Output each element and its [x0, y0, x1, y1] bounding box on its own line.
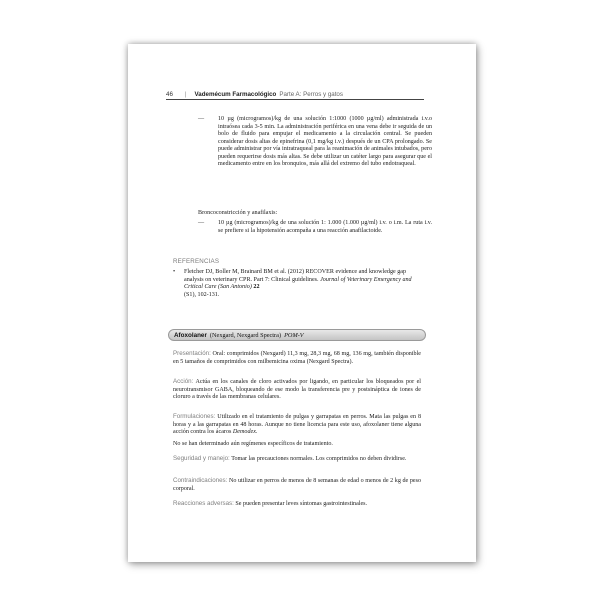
accion-label: Acción: [173, 378, 194, 385]
accion-text: Actúa en los canales de cloro activados por ligando, en particular los bloqueados por el neurotransmisor GABA, bloqueando de ese modo la transferencia pre y postsináptica de iones de cloruro a través de las membranas celulares. [173, 379, 422, 401]
section-presentacion [173, 350, 421, 366]
reference-pages: (S1), 102-131. [184, 291, 220, 298]
bullet-marker: • [173, 269, 176, 275]
no-regimens-note: No se han determinado aún regímenes específicos de tratamiento. [173, 441, 333, 447]
reacciones-text: Se pueden presentar leves síntomas gastrointestinales. [235, 501, 368, 507]
section-seguridad [173, 455, 421, 464]
seguridad-text: Tomar las precauciones normales. Los comprimidos no deben dividirse. [231, 456, 407, 462]
drug-legal-category: POM-V [284, 331, 304, 339]
section-contraindicaciones [173, 477, 421, 493]
running-header [166, 86, 424, 100]
drug-header-bar [168, 329, 426, 341]
reacciones-label: Reacciones adversas: [173, 500, 234, 507]
dash-marker: — [198, 116, 205, 122]
epinephrine-dose-text: 10 µg (microgramos)/kg de una solución 1:1000 (1000 µg/ml) administrada i.v.o intraósea cada 3-5 min. La administración periférica en una vena debe ir seguida de un bolo de fluido para empujar el medicamento a la circulación central. Se pueden considerar dosis altas de epinefrina (0,1 mg/kg i.v.) después de un CPA prolongado. Se puede administrar por vía intratraqueal para la reanimación de animales intubados, pero pueden requerirse dosis más altas. Se debe utilizar un catéter largo para asegurar que el medicamento entre en los bronquios, más allá del extremo del tubo endotraqueal. [218, 116, 432, 168]
reference-authors-title: Fletcher DJ, Boller M, Brainard BM et al. (2012) RECOVER evidence and knowledge gap analysis on veterinary CPR. Part 7: Clinical guidelines. [184, 269, 407, 283]
section-accion [173, 378, 421, 402]
anaphylaxis-dose-text: 10 µg (microgramos)/kg de una solución 1: 1.000 (1.000 µg/ml) i.v. o i.m. La ruta i.v. se prefiere si la hipotensión acompaña a una reacción anafilactoide. [218, 220, 432, 234]
demodex-italic: Demodex. [232, 429, 258, 436]
reference-volume: 22 [253, 284, 260, 291]
book-title: Vademécum Farmacológico [194, 91, 277, 98]
drug-name: Afoxolaner [174, 331, 207, 339]
references-heading: REFERENCIAS [173, 258, 220, 265]
formulaciones-label: Formulaciones: [173, 413, 216, 420]
page-number: 46 [166, 91, 173, 98]
contraindicaciones-label: Contraindicaciones: [173, 477, 228, 484]
reference-journal: Journal of Veterinary Emergency and Critical Care (San Antonio) [184, 276, 412, 291]
section-reacciones [173, 500, 421, 509]
presentacion-label: Presentación: [173, 350, 211, 357]
presentacion-text: Oral: comprimidos (Nexgard) 11,3 mg, 28,3 mg, 68 mg, 136 mg, también disponible en 5 tamaños de comprimidos con milbemicina oxima (Nexgard Spectra). [173, 351, 421, 365]
dash-marker: — [198, 220, 205, 226]
section-formulaciones [173, 413, 421, 437]
drug-brands: (Nexgard, Nexgard Spectra) [209, 331, 282, 339]
header-separator: | [184, 91, 187, 98]
formulaciones-text: Utilizado en el tratamiento de pulgas y garrapatas en perros. Mata las pulgas en 8 horas y a las garrapatas en 48 horas. Aunque no tiene licencia para este uso, afoxolaner tiene alguna acción contra los ácaros [173, 414, 421, 436]
reference-text [184, 269, 418, 299]
contraindicaciones-text: No utilizar en perros de menos de 8 semanas de edad o menos de 2 kg de peso corporal. [173, 478, 421, 492]
seguridad-label: Seguridad y manejo: [173, 455, 230, 462]
part-title: Parte A: Perros y gatos [279, 91, 343, 98]
bronchoconstriction-heading: Broncoconstricción y anafilaxis: [198, 210, 278, 216]
book-page [128, 44, 476, 562]
